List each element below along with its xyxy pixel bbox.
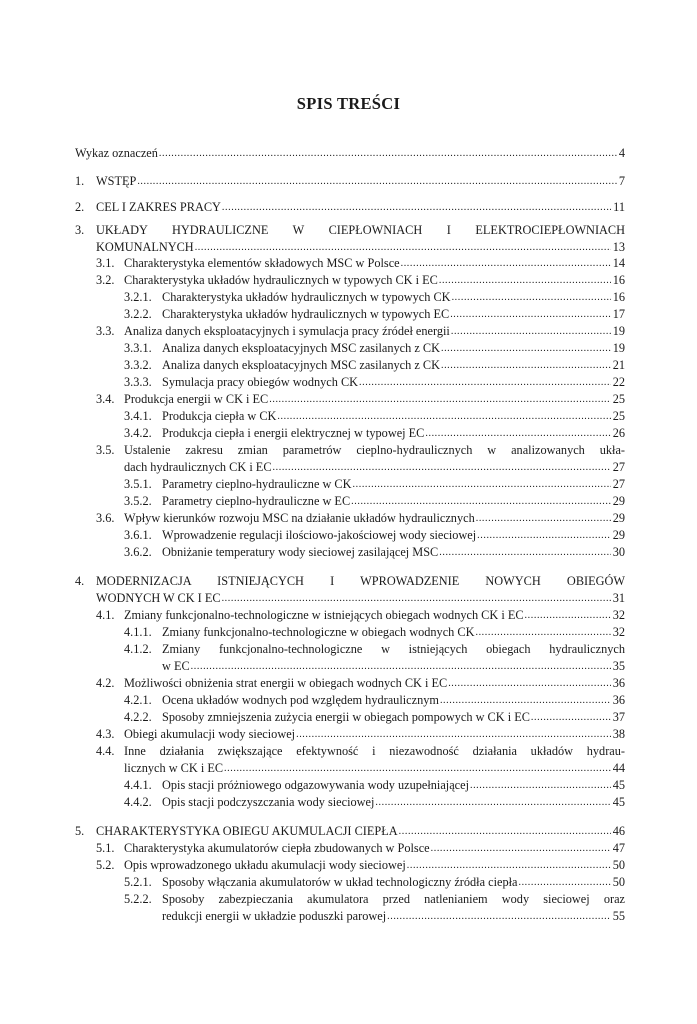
toc-entry-text: Parametry cieplno-hydrauliczne w CK [162,477,352,491]
toc-entry-number: 5.2. [96,858,115,872]
leader-dots [273,458,611,476]
toc-entry-number: 5.1. [96,841,115,855]
toc-entry-text: CEL I ZAKRES PRACY [96,200,221,214]
toc-entry-text: Analiza danych eksploatacyjnych MSC zasilanych z CK [162,358,440,372]
toc-entry-number: 3.3. [96,324,115,338]
toc-entry-text: Obiegi akumulacji wody sieciowej [124,727,296,741]
leader-dots [401,254,611,272]
toc-entry-continuation [124,760,625,776]
toc-entry-page: 55 [612,909,625,923]
toc-entry [96,323,625,339]
toc-entry-text: Możliwości obniżenia strat energii w obiegach wodnych CK i EC [124,676,448,690]
toc-entry [96,510,625,526]
toc-entry-text: KOMUNALNYCH [96,240,194,254]
toc-entry-page: 32 [612,608,625,622]
leader-dots [159,144,617,162]
toc-entry-page: 29 [612,494,625,508]
toc-entry-text: dach hydraulicznych CK i EC [124,460,272,474]
toc-entry [96,675,625,691]
toc-entry-text: Sposoby zabezpieczania akumulatora przed natlenianiem wody sieciowej oraz [162,892,625,906]
toc-entry [96,743,625,759]
toc-entry-number: 3.3.2. [124,358,152,372]
toc-entry [124,425,625,441]
toc-entry-number: 5. [75,824,85,838]
toc-entry-number: 3.6. [96,511,115,525]
toc-entry [124,306,625,322]
leader-dots [431,839,611,857]
toc-entry [124,340,625,356]
toc-entry-number: 3.2.1. [124,290,152,304]
toc-entry-page: 46 [612,824,625,838]
toc-entry-text: Ustalenie zakresu zmian parametrów cieplno-hydraulicznych w analizowanych ukła- [124,443,625,457]
leader-dots [440,691,611,709]
leader-dots [525,606,611,624]
toc-entry-page: 47 [612,841,625,855]
toc-entry-text: Charakterystyka układów hydraulicznych w typowych CK [162,290,451,304]
toc-entry-continuation [124,459,625,475]
toc-entry-number: 3.5. [96,443,115,457]
toc-entry-number: 4.4.2. [124,795,152,809]
toc-entry [96,272,625,288]
leader-dots [425,424,610,442]
toc-entry-text: Charakterystyka układów hydraulicznych w typowych CK i EC [124,273,438,287]
toc-entry-page: 13 [612,240,625,254]
toc-entry-page: 19 [612,324,625,338]
toc-entry-number: 5.2.2. [124,892,152,906]
toc-entry-text: Produkcja energii w CK i EC [124,392,269,406]
toc-entry-text: Charakterystyka elementów składowych MSC w Polsce [124,256,400,270]
leader-dots [375,793,610,811]
leader-dots [407,856,611,874]
toc-entry [124,692,625,708]
toc-entry-continuation [96,590,625,606]
toc-entry-text: Wykaz oznaczeń [75,146,158,160]
toc-entry [124,476,625,492]
toc-entry-text: UKŁADY HYDRAULICZNE W CIEPŁOWNIACH I ELEKTROCIEPŁOWNIACH [96,223,625,237]
toc-entry-page: 45 [612,778,625,792]
toc-entry-page: 19 [612,341,625,355]
toc-entry-text: Opis stacji próżniowego odgazowywania wody uzupełniającej [162,778,469,792]
leader-dots [439,543,610,561]
toc-entry-text: Wprowadzenie regulacji ilościowo-jakościowej wody sieciowej [162,528,477,542]
toc-entry-text: Opis wprowadzonego układu akumulacji wody sieciowej [124,858,406,872]
toc-entry-text: Produkcja ciepła i energii elektrycznej w typowej EC [162,426,425,440]
leader-dots [518,873,610,891]
leader-dots [224,759,611,777]
toc-entry-page: 31 [612,591,625,605]
toc-entry-text: MODERNIZACJA ISTNIEJĄCYCH I WPROWADZENIE NOWYCH OBIEGÓW [96,574,625,588]
toc-entry-page: 26 [612,426,625,440]
toc-entry-page: 44 [612,761,625,775]
toc-entry [124,374,625,390]
toc-entry-text: Ocena układów wodnych pod względem hydraulicznym [162,693,439,707]
leader-dots [222,198,611,216]
toc-entry-text: licznych w CK i EC [124,761,224,775]
toc-entry [124,527,625,543]
toc-entry-continuation [162,658,625,674]
toc-entry-number: 4.3. [96,727,115,741]
toc-entry [124,408,625,424]
toc-entry-text: CHARAKTERYSTYKA OBIEGU AKUMULACJI CIEPŁA [96,824,398,838]
leader-dots [353,475,611,493]
toc-entry-text: w EC [162,659,190,673]
leader-dots [439,271,611,289]
toc-entry-text: redukcji energii w układzie poduszki parowej [162,909,387,923]
toc-entry [75,199,625,215]
toc-entry [124,641,625,657]
toc-entry-number: 3.4. [96,392,115,406]
toc-entry [96,726,625,742]
toc-entry-number: 3.5.2. [124,494,152,508]
toc-entry-number: 4.2. [96,676,115,690]
toc-entry-number: 1. [75,174,85,188]
toc-entry-text: Zmiany funkcjonalno-technologiczne w istniejących obiegach wodnych CK i EC [124,608,524,622]
toc-entry-number: 4.2.1. [124,693,152,707]
toc-entry-text: Obniżanie temperatury wody sieciowej zasilającej MSC [162,545,439,559]
toc-entry [75,145,625,161]
toc-entry [124,874,625,890]
toc-entry-page: 16 [612,290,625,304]
toc-entry [96,840,625,856]
toc-entry-number: 3.3.3. [124,375,152,389]
toc-entry-page: 14 [612,256,625,270]
toc-entry-page: 4 [618,146,625,160]
toc-entry-page: 21 [612,358,625,372]
toc-entry-number: 5.2.1. [124,875,152,889]
toc-entry-page: 17 [612,307,625,321]
toc-entry [75,823,625,839]
toc-entry-page: 25 [612,392,625,406]
toc-entry-number: 4.2.2. [124,710,152,724]
leader-dots [222,589,611,607]
page-title: SPIS TREŚCI [296,94,401,113]
toc-entry-page: 36 [612,676,625,690]
toc-entry-number: 4.1.1. [124,625,152,639]
toc-entry-page: 29 [612,528,625,542]
toc-entry-page: 25 [612,409,625,423]
toc-entry [96,255,625,271]
leader-dots [351,492,611,510]
toc-entry [124,357,625,373]
leader-dots [269,390,610,408]
leader-dots [387,907,611,925]
leader-dots [531,708,611,726]
toc-entry-number: 3. [75,223,85,237]
leader-dots [441,339,611,357]
toc-entry [124,794,625,810]
toc-entry-text: Sposoby zmniejszenia zużycia energii w obiegach pompowych w CK i EC [162,710,530,724]
leader-dots [477,526,611,544]
toc-entry-page: 35 [612,659,625,673]
toc-entry-number: 3.5.1. [124,477,152,491]
leader-dots [450,305,611,323]
toc-entry-number: 2. [75,200,85,214]
toc-entry-number: 3.2. [96,273,115,287]
toc-entry [96,857,625,873]
toc-entry-number: 3.4.2. [124,426,152,440]
toc-entry-page: 38 [612,727,625,741]
leader-dots [191,657,611,675]
toc-entry-page: 36 [612,693,625,707]
toc-entry [75,173,625,189]
toc-entry-page: 30 [612,545,625,559]
toc-entry-number: 3.1. [96,256,115,270]
toc-entry [124,624,625,640]
toc-entry [124,709,625,725]
toc-entry-page: 37 [612,710,625,724]
toc-entry-page: 11 [613,200,625,214]
leader-dots [296,725,611,743]
toc-entry-text: Analiza danych eksploatacyjnych i symulacja pracy źródeł energii [124,324,450,338]
toc-entry [124,493,625,509]
toc-entry-page: 16 [612,273,625,287]
toc-entry-page: 27 [612,460,625,474]
toc-entry-page: 7 [618,174,625,188]
leader-dots [399,822,611,840]
toc-entry [124,891,625,907]
leader-dots [277,407,610,425]
toc-entry [96,607,625,623]
toc-entry-page: 32 [612,625,625,639]
toc-entry [75,573,625,589]
toc-entry-text: Produkcja ciepła w CK [162,409,277,423]
toc-entry-number: 4.4. [96,744,115,758]
toc-entry-number: 3.2.2. [124,307,152,321]
toc-entry-text: Sposoby włączania akumulatorów w układ technologiczny źródła ciepła [162,875,518,889]
toc-entry [124,544,625,560]
toc-entry-page: 50 [612,875,625,889]
toc-entry-text: WSTĘP [96,174,137,188]
toc-entry-page: 22 [612,375,625,389]
leader-dots [452,288,611,306]
toc-entry [96,442,625,458]
toc-entry-text: Opis stacji podczyszczania wody sieciowej [162,795,375,809]
toc-entry-text: Wpływ kierunków rozwoju MSC na działanie układów hydraulicznych [124,511,475,525]
toc-entry-page: 45 [612,795,625,809]
leader-dots [441,356,611,374]
toc-entry-number: 4.1.2. [124,642,152,656]
leader-dots [137,172,617,190]
leader-dots [470,776,611,794]
toc-entry [124,777,625,793]
toc-entry-continuation [162,908,625,924]
leader-dots [451,322,611,340]
toc-entry-page: 50 [612,858,625,872]
toc-entry-text: Analiza danych eksploatacyjnych MSC zasilanych z CK [162,341,440,355]
toc-entry-text: WODNYCH W CK I EC [96,591,221,605]
toc-entry-text: Zmiany funkcjonalno-technologiczne w obiegach wodnych CK [162,625,475,639]
toc-entry-page: 27 [612,477,625,491]
toc-entry-text: Symulacja pracy obiegów wodnych CK [162,375,359,389]
toc-entry-text: Parametry cieplno-hydrauliczne w EC [162,494,351,508]
leader-dots [475,623,610,641]
toc-entry-number: 3.3.1. [124,341,152,355]
toc-entry-number: 4. [75,574,85,588]
toc-entry-text: Charakterystyka układów hydraulicznych w typowych EC [162,307,450,321]
toc-entry [124,289,625,305]
toc-entry-text: Zmiany funkcjonalno-technologiczne w istniejących obiegach hydraulicznych [162,642,625,656]
toc-entry-number: 4.1. [96,608,115,622]
toc-entry [96,391,625,407]
toc-entry-number: 3.4.1. [124,409,152,423]
toc-entry-number: 3.6.1. [124,528,152,542]
toc-entry-text: Inne działania zwiększające efektywność i niezawodność działania układów hydrau- [124,744,625,758]
leader-dots [476,509,611,527]
leader-dots [359,373,611,391]
toc-entry-number: 3.6.2. [124,545,152,559]
leader-dots [448,674,611,692]
toc-entry [75,222,625,238]
toc-entry-number: 4.4.1. [124,778,152,792]
toc-entry-text: Charakterystyka akumulatorów ciepła zbudowanych w Polsce [124,841,430,855]
toc-entry-continuation [96,239,625,255]
toc-entry-page: 29 [612,511,625,525]
